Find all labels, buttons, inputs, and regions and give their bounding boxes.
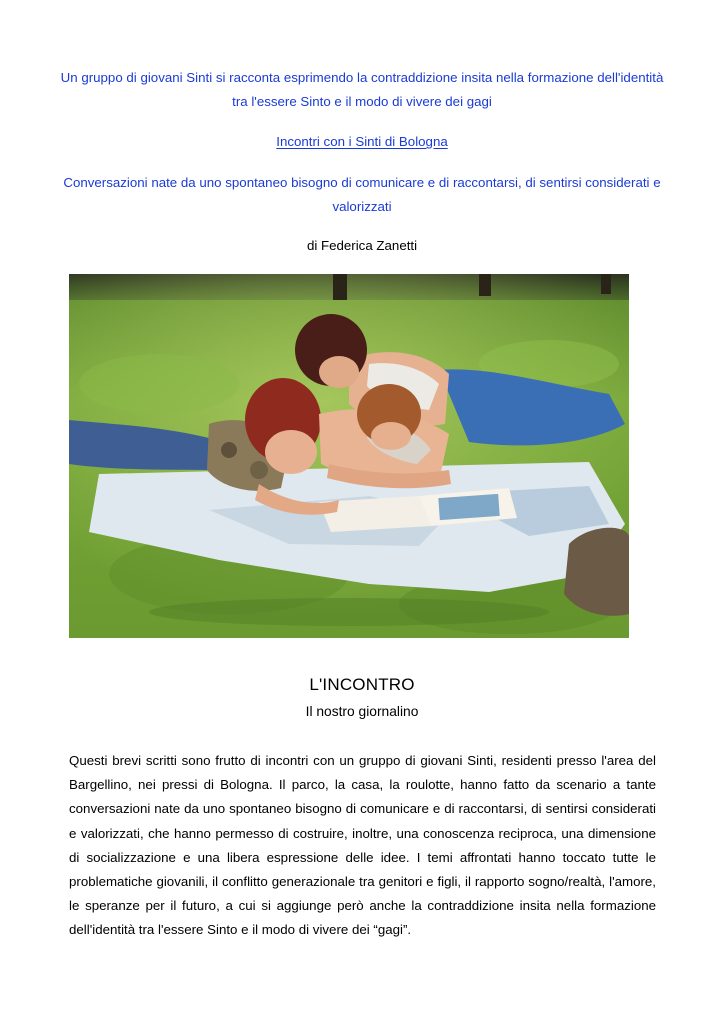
author-line: di Federica Zanetti [306, 238, 418, 253]
photo [69, 274, 629, 638]
section-title: L'INCONTRO [309, 675, 415, 694]
body-paragraph: Questi brevi scritti sono frutto di incontri con un gruppo di giovani Sinti, residenti presso l'area del Bargellino, nei pressi di Bologna. Il parco, la casa, la roulotte, hanno fatto da scenario a tante conversazioni nate da uno spontaneo bisogno di comunicare e di raccontarsi, di sentirsi considerati e valorizzati, che hanno permesso di costruire, inoltre, una conoscenza reciproca, una dimensione di socializzazione e una libera espressione delle idee. I temi affrontati hanno toccato tutte le problematiche giovanili, il conflitto generazionale tra genitori e figli, il rapporto sogno/realtà, l'amore, le speranze per il futuro, a cui si aggiunge però anche la contraddizione insita nella formazione dell'identità tra l'essere Sinto e il modo di vivere dei “gagi”. [69, 753, 656, 938]
section-subtitle: Il nostro giornalino [305, 704, 419, 719]
photo-girls-reading-on-grass [69, 274, 629, 638]
document-subtitle: Un gruppo di giovani Sinti si racconta esprimendo la contraddizione insita nella formazione dell'identità tra l'essere Sinto e il modo di vivere dei gagi [60, 70, 664, 109]
title-link-line [0, 130, 724, 154]
incontri-link[interactable]: Incontri con i Sinti di Bologna [276, 134, 448, 149]
conversations-description: Conversazioni nate da uno spontaneo bisogno di comunicare e di raccontarsi, di sentirsi considerati e valorizzati [63, 175, 661, 214]
